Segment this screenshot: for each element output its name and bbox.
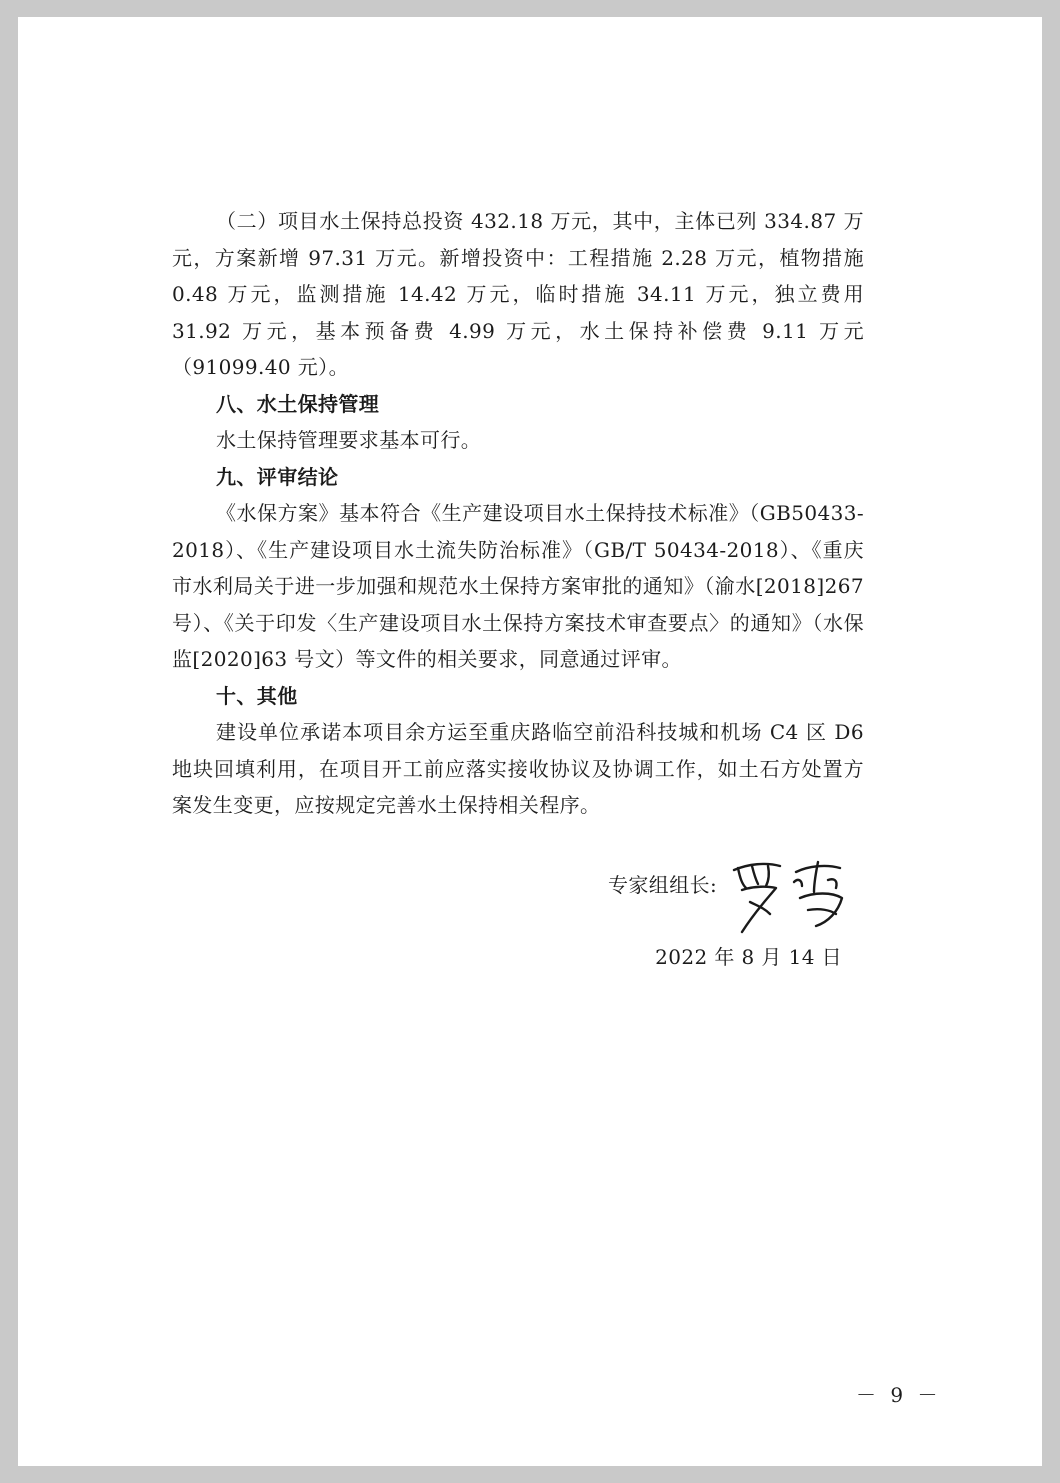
section-10-heading: 十、其他 — [216, 683, 298, 708]
page-number: － 9 － — [856, 1383, 942, 1407]
handwritten-signature — [728, 852, 858, 942]
section-8-body: 水土保持管理要求基本可行。 — [216, 428, 482, 452]
signature-block — [578, 847, 878, 947]
document-date: 2022 年 8 月 14 日 — [655, 945, 842, 969]
section-9-heading: 九、评审结论 — [216, 464, 339, 489]
paragraph-investment: （二）项目水土保持总投资 432.18 万元，其中，主体已列 334.87 万元，方案新增 97.31 万元。新增投资中：工程措施 2.28 万元，植物措施 0.48 万元，监测措施 14.42 万元，临时措施 34.11 万元，独立费用 31.92 万元，基本预备费 4.99 万元，水土保持补偿费 9.11 万元（91099.40 元）。 — [172, 209, 864, 379]
document-body — [172, 203, 864, 824]
signature-label: 专家组组长: — [608, 873, 718, 897]
document-page — [18, 17, 1042, 1466]
section-8-heading: 八、水土保持管理 — [216, 391, 380, 416]
section-9-body: 《水保方案》基本符合《生产建设项目水土保持技术标准》（GB50433-2018）、《生产建设项目水土流失防治标准》（GB/T 50434-2018）、《重庆市水利局关于进一步加强和规范水土保持方案审批的通知》（渝水[2018]267 号）、《关于印发〈生产建设项目水土保持方案技术审查要点〉的通知》（水保监[2020]63 号文）等文件的相关要求，同意通过评审。 — [172, 501, 864, 671]
section-10-body: 建设单位承诺本项目余方运至重庆路临空前沿科技城和机场 C4 区 D6 地块回填利用，在项目开工前应落实接收协议及协调工作，如土石方处置方案发生变更，应按规定完善水土保持相关程序。 — [172, 720, 864, 817]
